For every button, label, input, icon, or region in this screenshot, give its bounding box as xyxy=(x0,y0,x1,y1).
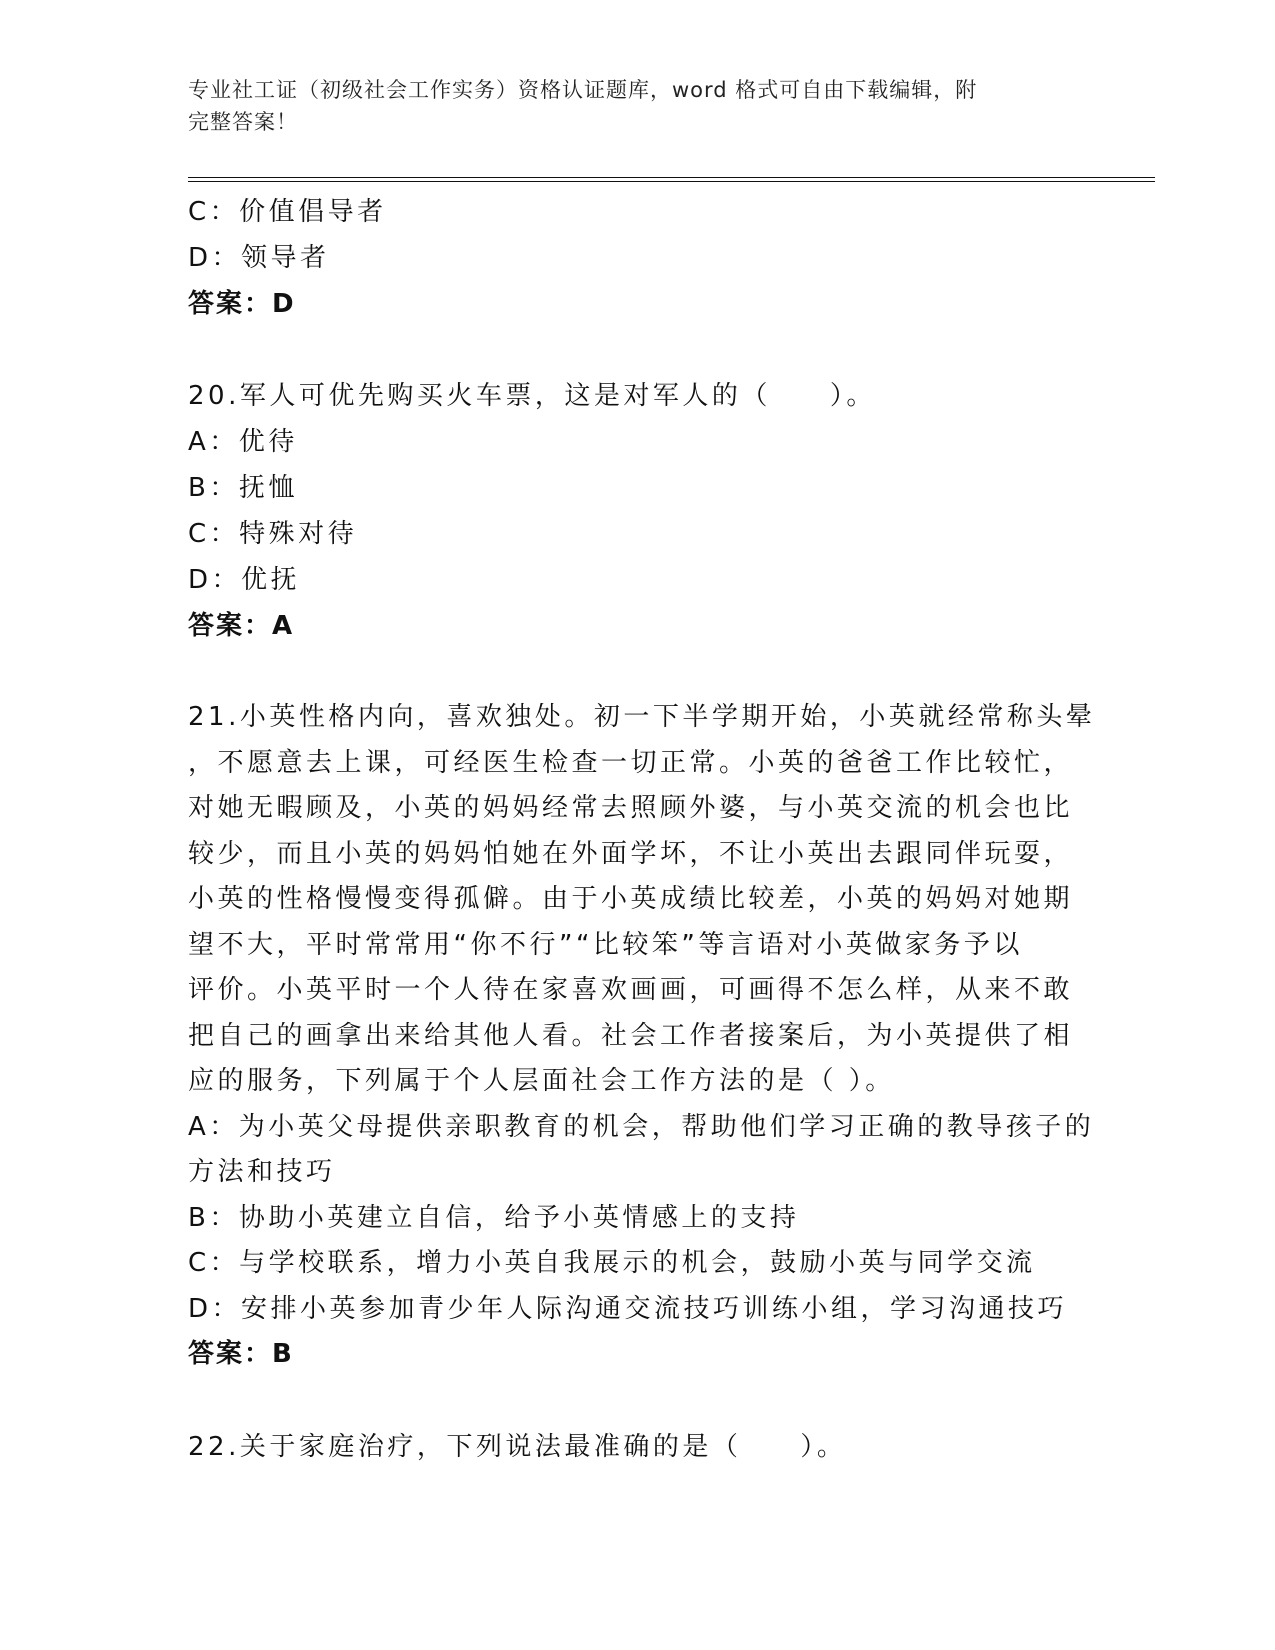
q20-stem: 20.军人可优先购买火车票，这是对军人的（ ）。 xyxy=(188,381,876,411)
q20-option-b: B：抚恤 xyxy=(188,473,298,503)
header-line-1: 专业社工证（初级社会工作实务）资格认证题库，word 格式可自由下载编辑，附 xyxy=(188,78,978,102)
q21-stem-line: ，不愿意去上课，可经医生检查一切正常。小英的爸爸工作比较忙， xyxy=(188,747,1074,778)
spacer xyxy=(188,1378,1088,1424)
q21-stem-line: 小英的性格慢慢变得孤僻。由于小英成绩比较差，小英的妈妈对她期 xyxy=(188,884,1074,914)
q21-stem-line: 对她无暇顾及，小英的妈妈经常去照顾外婆，与小英交流的机会也比 xyxy=(188,793,1074,823)
q21-stem-line: 应的服务，下列属于个人层面社会工作方法的是（ ）。 xyxy=(188,1066,895,1096)
q21-stem-line: 把自己的画拿出来给其他人看。社会工作者接案后，为小英提供了相 xyxy=(188,1020,1074,1051)
q21-answer: 答案：B xyxy=(188,1339,294,1369)
spacer xyxy=(188,327,1088,373)
page-header xyxy=(188,74,1088,138)
q21-stem-line: 21.小英性格内向，喜欢独处。初一下半学期开始，小英就经常称头晕 xyxy=(188,702,1096,732)
header-line-2: 完整答案！ xyxy=(188,110,298,134)
q19-option-c: C：价值倡导者 xyxy=(188,197,387,227)
q22-stem: 22.关于家庭治疗，下列说法最准确的是（ ）。 xyxy=(188,1431,847,1462)
q21-stem-line: 望不大，平时常常用“你不行”“比较笨”等言语对小英做家务予以 xyxy=(188,929,1023,960)
q20-answer: 答案：A xyxy=(188,611,295,641)
q21-option-d: D：安排小英参加青少年人际沟通交流技巧训练小组，学习沟通技巧 xyxy=(188,1293,1068,1324)
q19-option-d: D：领导者 xyxy=(188,243,330,273)
q21-option-b: B：协助小英建立自信，给予小英情感上的支持 xyxy=(188,1202,800,1233)
q21-stem-line: 较少，而且小英的妈妈怕她在外面学坏，不让小英出去跟同伴玩耍， xyxy=(188,838,1074,869)
q20-option-c: C：特殊对待 xyxy=(188,519,358,549)
spacer xyxy=(188,649,1088,695)
header-rule-thick xyxy=(188,181,1155,182)
q20-option-d: D：优抚 xyxy=(188,565,301,595)
q21-option-a-line: A：为小英父母提供亲职教育的机会，帮助他们学习正确的教导孩子的 xyxy=(188,1111,1095,1142)
q19-answer: 答案：D xyxy=(188,289,296,319)
q21-option-c: C：与学校联系，增力小英自我展示的机会，鼓励小英与同学交流 xyxy=(188,1248,1036,1278)
q20-option-a: A：优待 xyxy=(188,427,298,457)
question-content xyxy=(188,189,1096,1470)
q21-option-a-line: 方法和技巧 xyxy=(188,1157,336,1187)
q21-stem-line: 评价。小英平时一个人待在家喜欢画画，可画得不怎么样，从来不敢 xyxy=(188,975,1074,1005)
header-rule-thin xyxy=(188,177,1155,178)
